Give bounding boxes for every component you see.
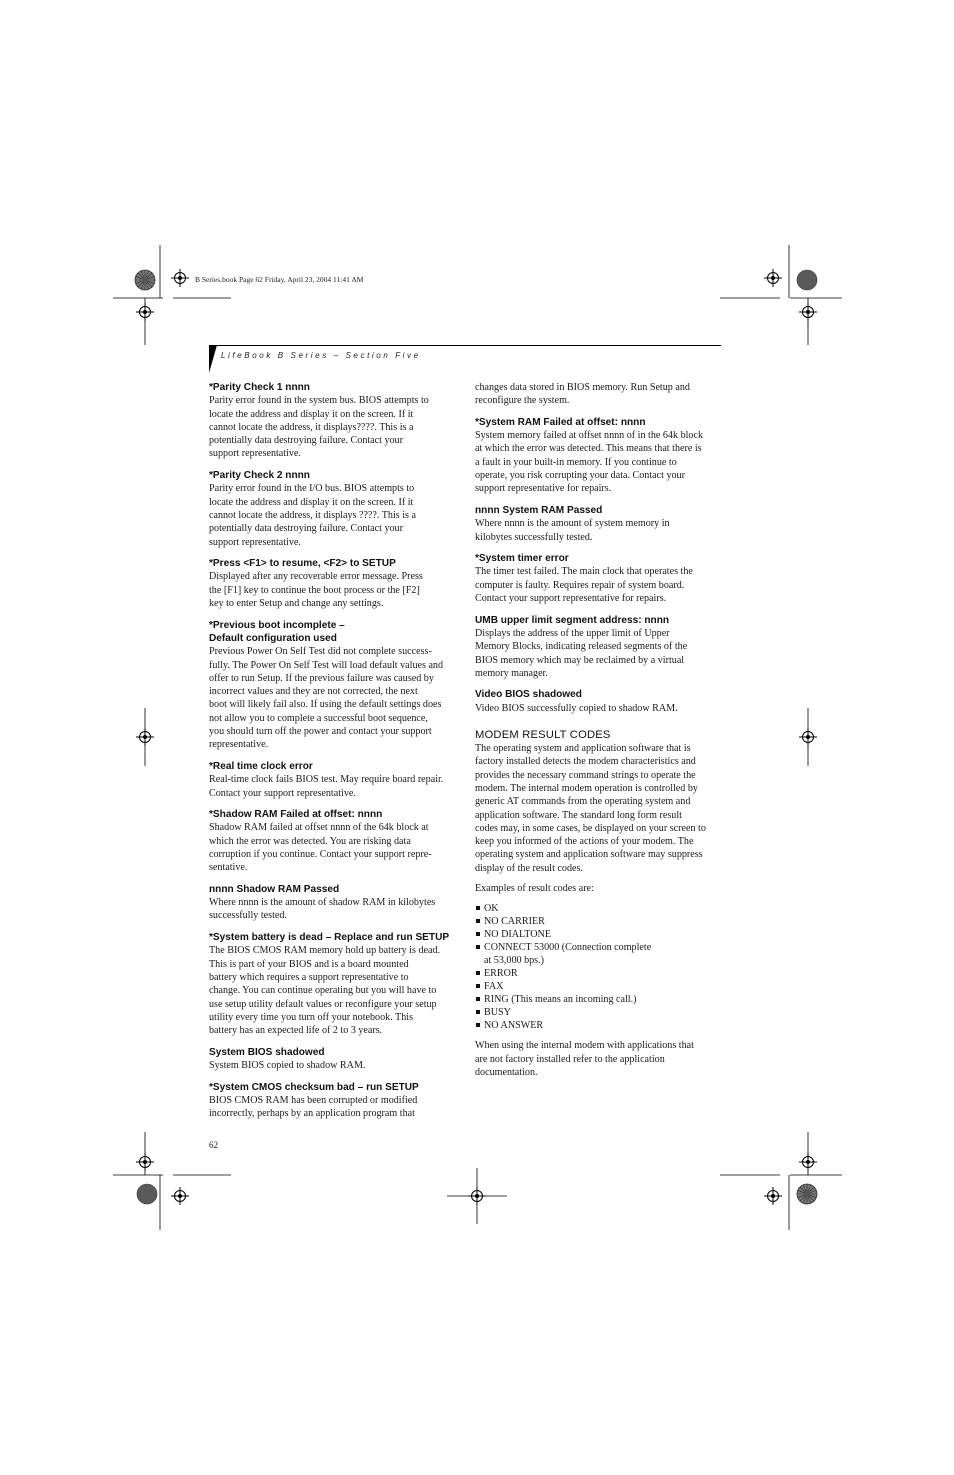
entry-body xyxy=(209,482,455,548)
entry-body xyxy=(475,381,721,408)
text-line: use setup utility default values or reconfigure your setup xyxy=(209,998,437,1010)
text-line: RING (This means an incoming call.) xyxy=(484,994,637,1006)
text-line: Displayed after any recoverable error message. Press xyxy=(209,571,423,583)
square-bullet-icon xyxy=(476,984,480,988)
text-line: modem. The internal modem operation is controlled by xyxy=(475,782,698,794)
text-line: ERROR xyxy=(484,968,518,980)
bios-message-entry xyxy=(209,760,455,800)
text-line: changes data stored in BIOS memory. Run Setup and xyxy=(475,382,690,393)
text-line: you should turn off the power and contact your support xyxy=(209,726,432,738)
result-code-item xyxy=(475,941,721,967)
text-line: Where nnnn is the amount of shadow RAM in kilobytes xyxy=(209,897,436,909)
entry-heading: Video BIOS shadowed xyxy=(475,689,582,701)
book-slug-line: B Series.book Page 62 Friday, April 23, 2004 11:41 AM xyxy=(195,275,364,284)
text-line: locate the address and display it on the screen. If it xyxy=(209,496,414,508)
bios-message-entry xyxy=(209,557,455,610)
entry-heading: UMB upper limit segment address: nnnn xyxy=(475,614,670,626)
closing-paragraph xyxy=(475,1039,721,1079)
text-line: provides the necessary command strings to operate the xyxy=(475,769,696,781)
entry-body xyxy=(475,627,721,680)
text-line: change. You can continue operating but you will have to xyxy=(209,985,437,997)
text-line: reconfigure the system. xyxy=(475,395,570,407)
entry-heading: *Shadow RAM Failed at offset: nnnn xyxy=(209,809,383,821)
bios-message-entry xyxy=(475,416,721,496)
text-line: The operating system and application software that is xyxy=(475,743,691,755)
text-line: key to enter Setup and change any settings. xyxy=(209,598,384,610)
text-line: offer to run Setup. If the previous failure was caused by xyxy=(209,672,434,684)
left-column xyxy=(209,381,455,1129)
text-line: Real-time clock fails BIOS test. May require board repair. xyxy=(209,774,444,786)
running-head: LifeBook B Series – Section Five xyxy=(221,351,421,360)
text-line: The BIOS CMOS RAM memory hold up battery is dead. xyxy=(209,945,441,957)
page-number: 62 xyxy=(209,1140,218,1150)
text-line: battery which requires a support representative to xyxy=(209,971,409,983)
square-bullet-icon xyxy=(476,997,480,1001)
header-tab-mark xyxy=(209,345,221,375)
entry-heading: *System timer error xyxy=(475,553,569,565)
entry-body xyxy=(475,565,721,605)
text-line: System memory failed at offset nnnn of in the 64k block xyxy=(475,430,704,442)
text-line: This is part of your BIOS and is a board mounted xyxy=(209,958,409,970)
text-line: at which the error was detected. This means that there is xyxy=(475,443,702,455)
text-line: battery has an expected life of 2 to 3 years. xyxy=(209,1025,383,1037)
text-line: incorrectly, perhaps by an application program that xyxy=(209,1108,415,1120)
text-line: System BIOS copied to shadow RAM. xyxy=(209,1060,366,1072)
header-rule xyxy=(209,345,721,346)
entry-body xyxy=(209,645,455,751)
text-line: Parity error found in the system bus. BIOS attempts to xyxy=(209,395,429,407)
entry-heading: *System battery is dead – Replace and run SETUP xyxy=(209,932,450,944)
square-bullet-icon xyxy=(476,932,480,936)
text-line: Memory Blocks, indicating released segments of the xyxy=(475,641,688,653)
bios-message-entry xyxy=(209,883,455,923)
text-line: Contact your support representative for repairs. xyxy=(475,593,667,605)
text-line: sentative. xyxy=(209,862,248,874)
text-line: cannot locate the address, it displays????. This is a xyxy=(209,421,414,433)
text-line: OK xyxy=(484,903,499,915)
text-line: memory manager. xyxy=(475,667,548,679)
text-line: support representative. xyxy=(209,448,301,460)
text-line: generic AT commands from the operating system and xyxy=(475,796,691,808)
result-code-item xyxy=(475,915,721,928)
text-line: Parity error found in the I/O bus. BIOS attempts to xyxy=(209,483,415,495)
entry-body xyxy=(475,517,721,544)
text-line: operate, you risk corrupting your data. Contact your xyxy=(475,470,685,482)
text-line: support representative for repairs. xyxy=(475,483,612,495)
text-line: Displays the address of the upper limit of Upper xyxy=(475,627,670,639)
bios-message-entry xyxy=(209,619,455,752)
text-line: incorrect values and they are not corrected, the next xyxy=(209,686,418,698)
entry-body xyxy=(209,1059,455,1072)
entry-heading: *Real time clock error xyxy=(209,760,313,772)
text-line: are not factory installed refer to the application xyxy=(475,1053,665,1065)
bios-message-entry xyxy=(209,1046,455,1073)
text-line: BIOS CMOS RAM has been corrupted or modified xyxy=(209,1094,418,1106)
bios-message-entry xyxy=(209,931,455,1037)
entry-body xyxy=(209,394,455,460)
entry-heading: *Press <F1> to resume, <F2> to SETUP xyxy=(209,558,396,570)
bios-message-entry xyxy=(209,1081,455,1121)
entry-body xyxy=(475,702,721,715)
entry-heading: *Parity Check 2 nnnn xyxy=(209,470,310,482)
text-line: boot will likely fail also. If using the default settings does xyxy=(209,699,442,711)
text-line: locate the address and display it on the screen. If it xyxy=(209,408,414,420)
text-line: computer is faulty. Requires repair of system board. xyxy=(475,579,685,591)
text-line: support representative. xyxy=(209,536,301,548)
bios-message-entry xyxy=(209,808,455,874)
text-line: kilobytes successfully tested. xyxy=(475,531,593,543)
result-code-item xyxy=(475,902,721,915)
entry-body xyxy=(209,1094,455,1121)
text-line: Shadow RAM failed at offset nnnn of the 64k block at xyxy=(209,822,429,834)
entry-body xyxy=(209,896,455,923)
bios-message-entry xyxy=(475,504,721,544)
entry-body xyxy=(209,773,455,800)
entry-heading: *Parity Check 1 nnnn xyxy=(209,382,310,393)
continued-paragraph xyxy=(475,381,721,408)
text-line: which the error was detected. You are risking data xyxy=(209,835,411,847)
entry-heading: System BIOS shadowed xyxy=(209,1046,325,1058)
text-line: CONNECT 53000 (Connection complete xyxy=(484,942,652,954)
intro-paragraph xyxy=(475,742,721,875)
entry-heading: *Previous boot incomplete – xyxy=(209,619,345,631)
text-line: cannot locate the address, it displays ????. This is a xyxy=(209,509,416,521)
text-line: potentially data destroying failure. Contact your xyxy=(209,435,403,447)
square-bullet-icon xyxy=(476,919,480,923)
examples-label: Examples of result codes are: xyxy=(475,882,594,894)
text-line: fully. The Power On Self Test will load default values and xyxy=(209,659,444,671)
result-codes-list xyxy=(475,902,721,1032)
entry-heading-line2: Default configuration used xyxy=(209,632,337,644)
text-line: NO DIALTONE xyxy=(484,929,552,941)
text-line: representative. xyxy=(209,739,269,751)
text-line: Contact your support representative. xyxy=(209,787,356,799)
bios-message-entry xyxy=(475,688,721,715)
text-line: NO CARRIER xyxy=(484,916,545,928)
result-code-item xyxy=(475,1006,721,1019)
text-line: a fault in your built-in memory. If you continue to xyxy=(475,456,677,468)
text-line: application software. The standard long form result xyxy=(475,809,682,821)
text-line: at 53,000 bps.) xyxy=(484,955,544,967)
text-line: Previous Power On Self Test did not complete success- xyxy=(209,646,432,658)
text-line: BIOS memory which may be reclaimed by a virtual xyxy=(475,654,685,666)
text-line: utility every time you turn off your notebook. This xyxy=(209,1011,413,1023)
result-code-item xyxy=(475,980,721,993)
entry-heading: *System RAM Failed at offset: nnnn xyxy=(475,416,646,428)
entry-heading: nnnn Shadow RAM Passed xyxy=(209,883,340,895)
square-bullet-icon xyxy=(476,1010,480,1014)
text-line: Where nnnn is the amount of system memory in xyxy=(475,518,670,530)
square-bullet-icon xyxy=(476,945,480,949)
text-line: FAX xyxy=(484,981,504,993)
square-bullet-icon xyxy=(476,906,480,910)
result-code-item xyxy=(475,993,721,1006)
text-line: NO ANSWER xyxy=(484,1020,544,1032)
bios-message-entry xyxy=(209,381,455,461)
entry-body xyxy=(209,821,455,874)
result-code-item xyxy=(475,967,721,980)
entry-heading: *System CMOS checksum bad – run SETUP xyxy=(209,1081,419,1093)
text-line: Video BIOS successfully copied to shadow RAM. xyxy=(475,702,678,714)
text-line: not allow you to complete a successful boot sequence, xyxy=(209,712,428,724)
text-line: operating system and application software may suppress xyxy=(475,849,703,861)
text-line: display of the result codes. xyxy=(475,862,583,874)
bios-message-entry xyxy=(475,614,721,680)
text-line: keep you informed of the actions of your modem. The xyxy=(475,836,694,848)
result-code-item xyxy=(475,1019,721,1032)
text-line: BUSY xyxy=(484,1007,511,1019)
text-line: corruption if you continue. Contact your support repre- xyxy=(209,848,432,860)
text-line: successfully tested. xyxy=(209,910,287,922)
right-column xyxy=(475,381,721,1086)
bios-message-entry xyxy=(209,469,455,549)
text-line: the [F1] key to continue the boot process or the [F2] xyxy=(209,584,420,596)
entry-heading: nnnn System RAM Passed xyxy=(475,504,603,516)
entry-body xyxy=(209,944,455,1037)
text-line: When using the internal modem with applications that xyxy=(475,1040,694,1052)
text-line: documentation. xyxy=(475,1066,538,1078)
entry-body xyxy=(209,570,455,610)
entry-body xyxy=(475,429,721,495)
square-bullet-icon xyxy=(476,1023,480,1027)
text-line: factory installed detects the modem characteristics and xyxy=(475,756,696,768)
text-line: potentially data destroying failure. Contact your xyxy=(209,523,403,535)
result-code-item xyxy=(475,928,721,941)
text-line: The timer test failed. The main clock that operates the xyxy=(475,566,693,578)
square-bullet-icon xyxy=(476,971,480,975)
section-title-modem-result-codes: MODEM RESULT CODES xyxy=(475,729,611,742)
text-line: codes may, in some cases, be displayed on your screen to xyxy=(475,822,706,834)
bios-message-entry xyxy=(475,552,721,605)
